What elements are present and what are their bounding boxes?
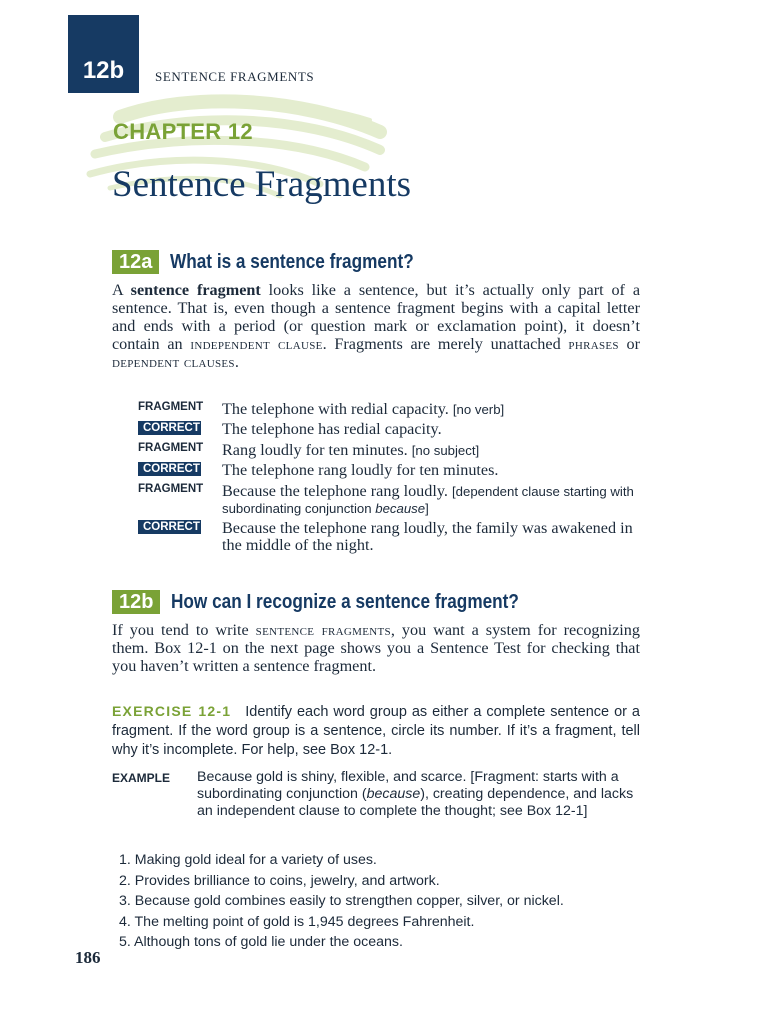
glossary-term: dependent clauses (112, 353, 235, 371)
example-note: [no verb] (452, 402, 505, 417)
glossary-term: sentence fragments (255, 621, 391, 639)
section-title: How can I recognize a sentence fragment? (171, 590, 520, 613)
example-sentence: Because the telephone rang loudly, the family was awakened in the middle of the night. (222, 519, 633, 554)
exercise-item: 5. Although tons of gold lie under the oceans. (119, 934, 403, 951)
example-sentence: The telephone with redial capacity. (222, 400, 453, 418)
text-run: . (234, 353, 239, 371)
text-run: , you want a system for recognizing them. Box 12-1 on the next page shows you a Sentence Test for checking that you haven’t written a sentence fragment. (112, 621, 640, 675)
text-run: Because gold is shiny, flexible, and scarce. [Fragment: starts with a subordinating conjunction ( (197, 769, 619, 803)
text-run: ), creating dependence, and lacks an independent clause to complete the thought; see Box 12-1] (197, 786, 634, 820)
section-badge: 12a (112, 250, 159, 274)
text-italic: because (366, 786, 421, 803)
example-tag: CORRECT (138, 421, 201, 435)
glossary-term: phrases (568, 335, 619, 353)
example-text (222, 401, 640, 418)
example-tag: FRAGMENT (138, 483, 204, 495)
glossary-term: independent clause (190, 335, 323, 353)
example-text (222, 483, 640, 517)
example-sentence: The telephone has redial capacity. (222, 420, 442, 438)
chapter-label: CHAPTER 12 (113, 119, 253, 144)
section-12a-heading (112, 250, 454, 274)
example-note: ] (425, 501, 429, 516)
example-text (197, 769, 637, 821)
exercise-instructions (112, 702, 640, 760)
exercise-items (119, 850, 564, 953)
section-tab-label: 12b (82, 57, 125, 84)
example-tag: FRAGMENT (138, 401, 204, 413)
section-tab (68, 15, 139, 93)
page-number: 186 (75, 948, 101, 967)
chapter-title: Sentence Fragments (112, 164, 411, 205)
text-run: looks like a sentence, but it’s actually only part of a sentence. That is, even though a sentence fragment begins with a capital letter and ends with a period (or question mark or exclamation point), it doesn’t contain an (112, 281, 641, 353)
example-sentence: Rang loudly for ten minutes. (222, 441, 412, 459)
text-run: . Fragments are merely unattached (322, 335, 569, 353)
example-text (222, 442, 640, 459)
exercise-item: 1. Making gold ideal for a variety of uses. (119, 852, 377, 868)
example-tag: FRAGMENT (138, 442, 204, 454)
example-note-italic: because (375, 501, 426, 516)
exercise-item: 4. The melting point of gold is 1,945 degrees Fahrenheit. (119, 913, 475, 930)
section-12b-heading (112, 590, 576, 614)
section-12a-paragraph (112, 281, 640, 371)
example-tag: CORRECT (138, 520, 201, 534)
example-note: [no subject] (411, 443, 480, 458)
key-term: sentence fragment (130, 281, 261, 299)
example-label: EXAMPLE (112, 771, 171, 785)
exercise-label: EXERCISE 12-1 (112, 703, 232, 719)
example-text (222, 520, 640, 554)
example-tag: CORRECT (138, 462, 201, 476)
section-12b-paragraph (112, 621, 640, 675)
running-head: SENTENCE FRAGMENTS (155, 69, 315, 84)
example-text (222, 421, 640, 438)
text-run: A (112, 281, 131, 299)
text-run: If you tend to write (112, 621, 256, 639)
text-run: or (618, 335, 641, 353)
example-sentence: The telephone rang loudly for ten minutes. (222, 461, 499, 479)
example-sentence: Because the telephone rang loudly. (222, 482, 452, 500)
section-badge: 12b (112, 590, 160, 614)
section-title: What is a sentence fragment? (170, 250, 415, 273)
exercise-item: 3. Because gold combines easily to strengthen copper, silver, or nickel. (119, 893, 564, 910)
example-text (222, 462, 640, 479)
exercise-text: Identify each word group as either a complete sentence or a fragment. If the word group is a sentence, circle its number. If it’s a fragment, tell why it’s incomplete. For help, see Box 12-1. (112, 704, 640, 758)
example-note: [dependent clause starting with subordinating conjunction (222, 484, 634, 516)
exercise-item: 2. Provides brilliance to coins, jewelry, and artwork. (119, 872, 440, 889)
